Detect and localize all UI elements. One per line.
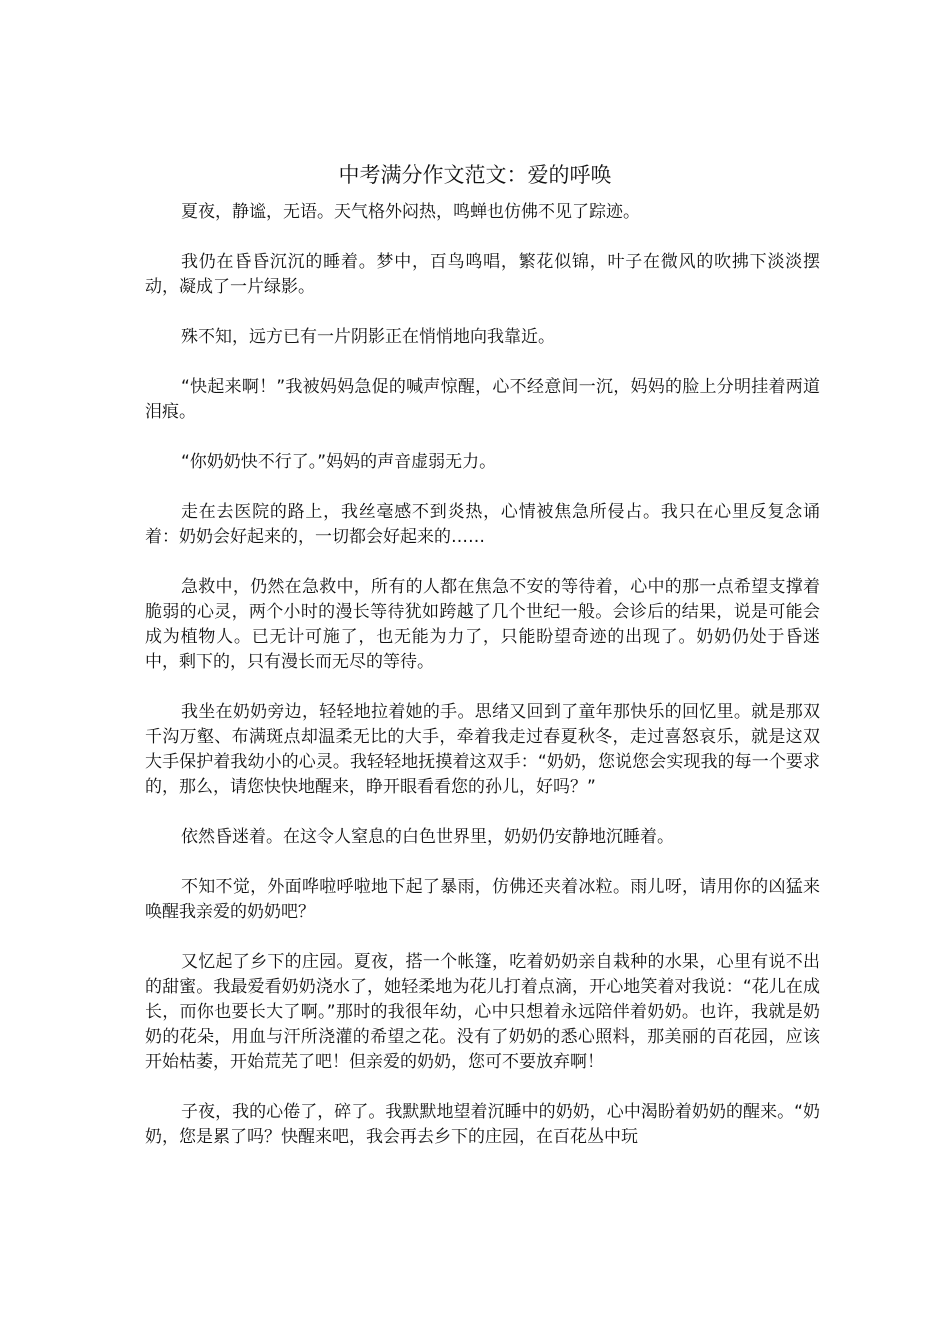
document-body bbox=[145, 200, 820, 1175]
document-title: 中考满分作文范文：爱的呼唤 bbox=[338, 163, 612, 187]
paragraph: 我仍在昏昏沉沉的睡着。梦中，百鸟鸣唱，繁花似锦，叶子在微风的吹拂下淡淡摆动，凝成了一片绿影。 bbox=[145, 252, 820, 297]
paragraph: 我坐在奶奶旁边，轻轻地拉着她的手。思绪又回到了童年那快乐的回忆里。就是那双千沟万壑、布满斑点却温柔无比的大手，牵着我走过春夏秋冬，走过喜怒哀乐，就是这双大手保护着我幼小的心灵。我轻轻地抚摸着这双手：“奶奶，您说您会实现我的每一个要求的，那么，请您快快地醒来，睁开眼看看您的孙儿，好吗？” bbox=[145, 702, 820, 797]
paragraph: 急救中，仍然在急救中，所有的人都在焦急不安的等待着，心中的那一点希望支撑着脆弱的心灵，两个小时的漫长等待犹如跨越了几个世纪一般。会诊后的结果，说是可能会成为植物人。已无计可施了，也无能为力了，只能盼望奇迹的出现了。奶奶仍处于昏迷中，剩下的，只有漫长而无尽的等待。 bbox=[145, 577, 820, 672]
paragraph: “你奶奶快不行了。”妈妈的声音虚弱无力。 bbox=[181, 452, 497, 472]
paragraph: 殊不知，远方已有一片阴影正在悄悄地向我靠近。 bbox=[181, 327, 555, 347]
paragraph: 走在去医院的路上，我丝毫感不到炎热，心情被焦急所侵占。我只在心里反复念诵着：奶奶会好起来的，一切都会好起来的…… bbox=[145, 502, 820, 547]
paragraph: “快起来啊！”我被妈妈急促的喊声惊醒，心不经意间一沉，妈妈的脸上分明挂着两道泪痕。 bbox=[145, 377, 820, 422]
paragraph: 又忆起了乡下的庄园。夏夜，搭一个帐篷，吃着奶奶亲自栽种的水果，心里有说不出的甜蜜。我最爱看奶奶浇水了，她轻柔地为花儿打着点滴，开心地笑着对我说：“花儿在成长，而你也要长大了啊。”那时的我很年幼，心中只想着永远陪伴着奶奶。也许，我就是奶奶的花朵，用血与汗所浇灌的希望之花。没有了奶奶的悉心照料，那美丽的百花园，应该开始枯萎，开始荒芜了吧！但亲爱的奶奶，您可不要放弃啊！ bbox=[145, 952, 820, 1072]
paragraph: 子夜，我的心倦了，碎了。我默默地望着沉睡中的奶奶，心中渴盼着奶奶的醒来。“奶奶，您是累了吗？快醒来吧，我会再去乡下的庄园，在百花丛中玩 bbox=[145, 1102, 820, 1147]
paragraph: 依然昏迷着。在这令人窒息的白色世界里，奶奶仍安静地沉睡着。 bbox=[181, 827, 674, 847]
paragraph: 夏夜，静谧，无语。天气格外闷热，鸣蝉也仿佛不见了踪迹。 bbox=[181, 202, 640, 222]
paragraph: 不知不觉，外面哗啦呼啦地下起了暴雨，仿佛还夹着冰粒。雨儿呀，请用你的凶猛来唤醒我亲爱的奶奶吧？ bbox=[145, 877, 820, 922]
